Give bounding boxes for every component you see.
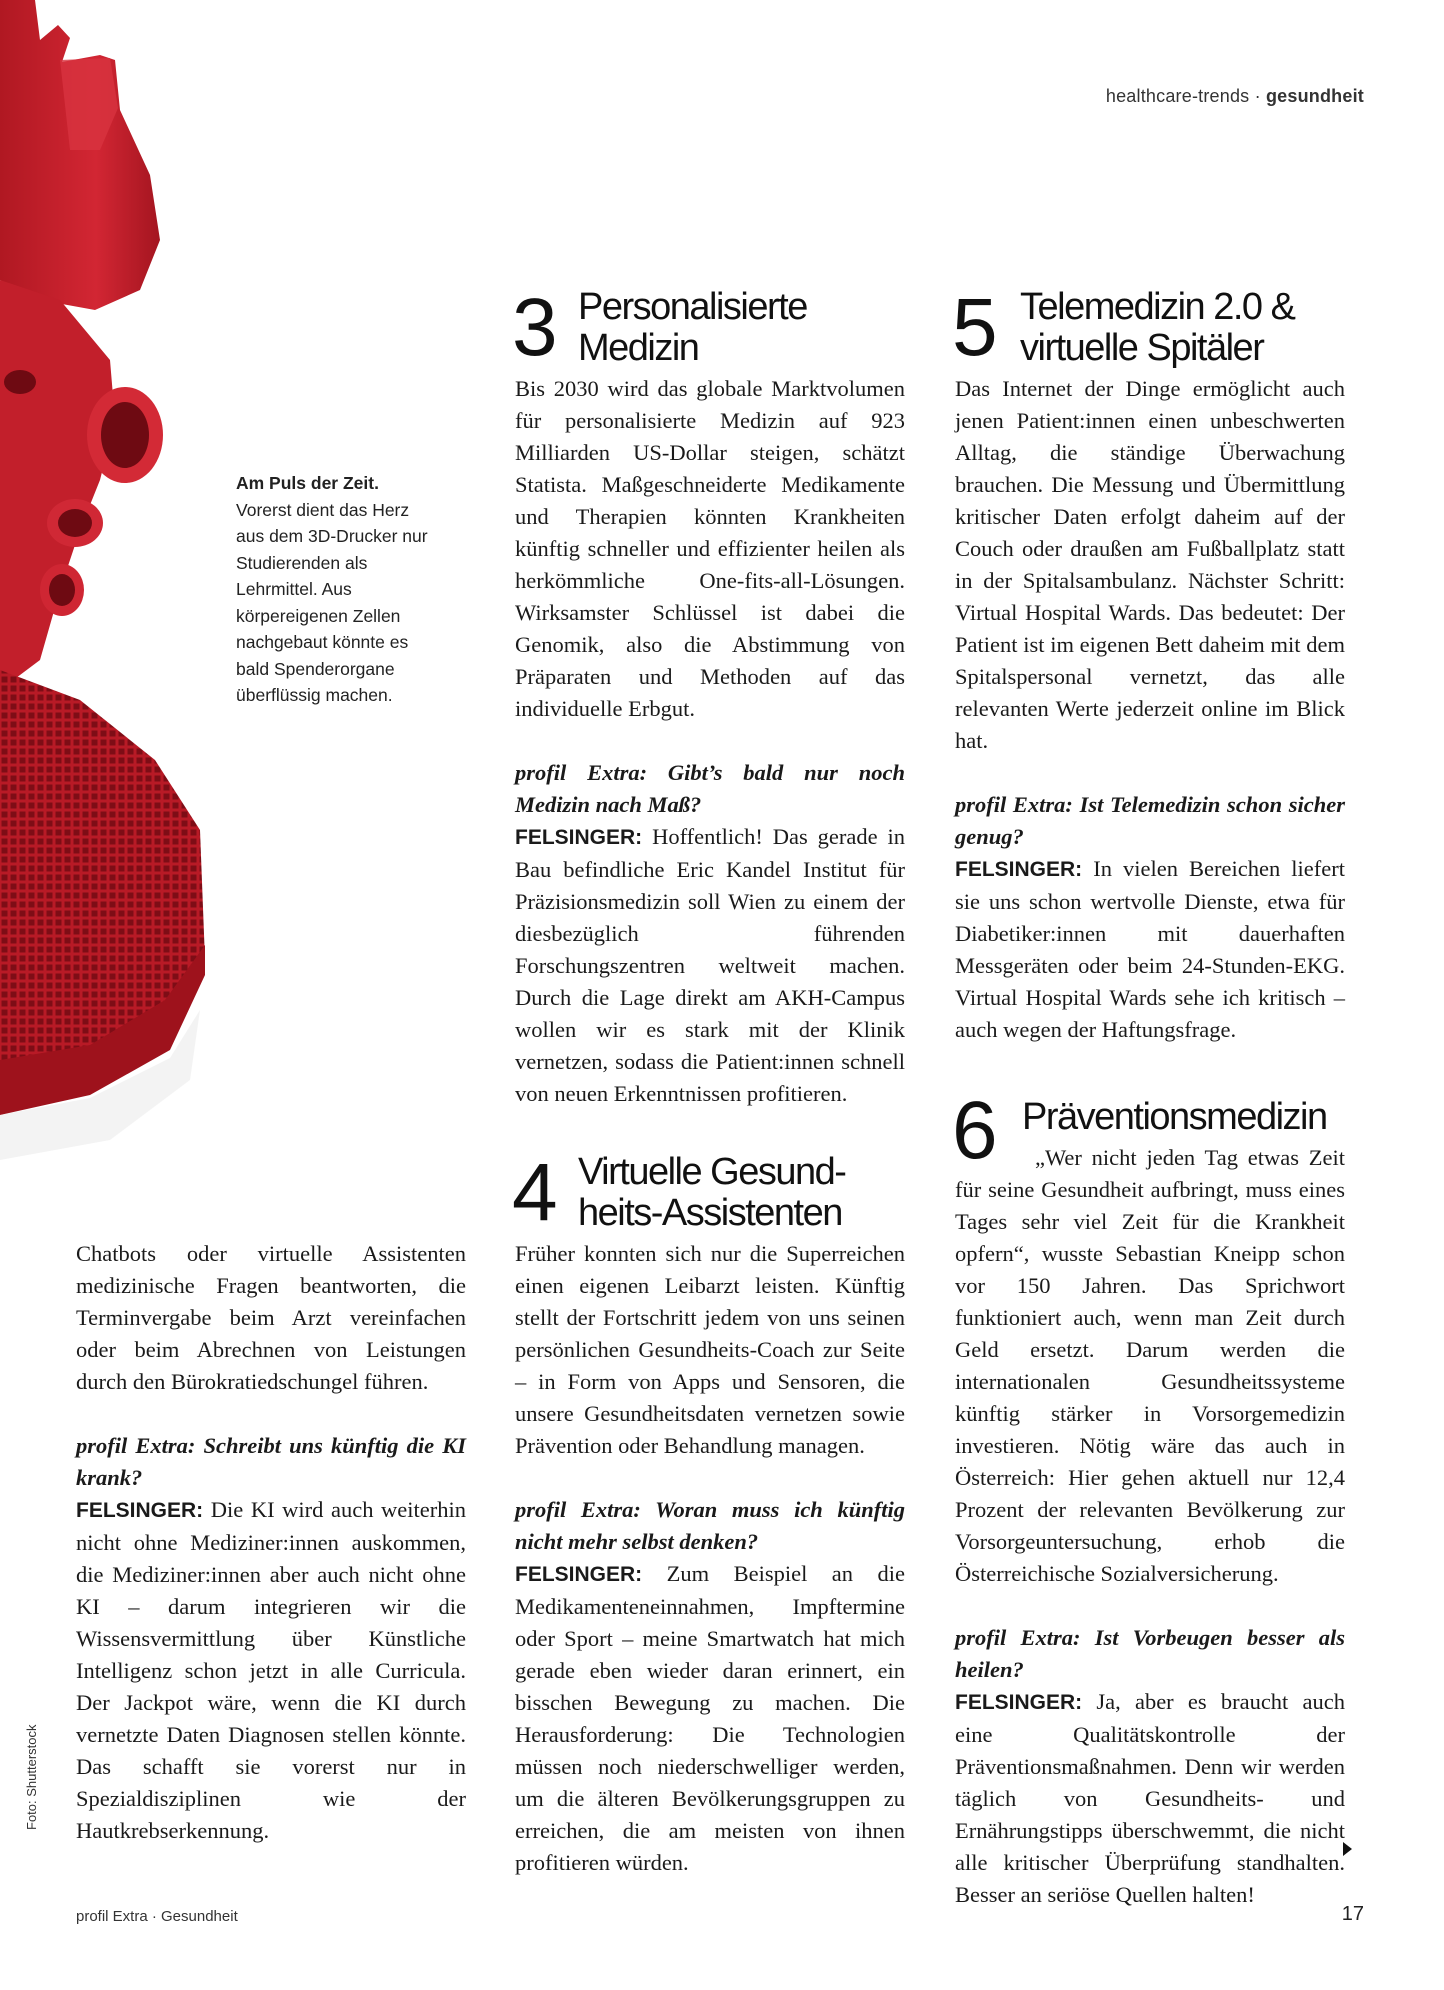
image-caption	[236, 470, 436, 709]
section-6-number: 6	[952, 1085, 998, 1176]
section-3-body	[515, 373, 905, 1110]
section-3-title	[578, 287, 807, 369]
col1-speaker: FELSINGER:	[76, 1499, 204, 1522]
section-5-title-line1: Telemedizin 2.0 &	[1020, 286, 1295, 328]
col1-question: profil Extra: Schreibt uns künftig die KI krank?	[76, 1433, 466, 1490]
section-4-answer-paragraph	[515, 1558, 905, 1879]
running-head-topic: gesundheit	[1265, 86, 1364, 106]
section-3-title-line2: Medizin	[578, 327, 699, 369]
running-head-section: healthcare-trends	[1105, 86, 1250, 106]
section-4-question: profil Extra: Woran muss ich künftig nicht mehr selbst denken?	[515, 1497, 905, 1554]
col1-answer: Die KI wird auch weiterhin nicht ohne Mediziner:innen auskommen, die Mediziner:innen aber auch nicht ohne KI – darum integrieren wir die Wissensvermittlung über Künstliche Intelligenz schon jetzt in alle Curricula. Der Jackpot wäre, wenn die KI durch vernetzte Daten Diagnosen stellen könnte. Das schafft sie vorerst nur in Spezialdisziplinen wie der Hautkrebserkennung.	[76, 1497, 466, 1843]
section-4-number: 4	[512, 1147, 558, 1238]
section-3-question: profil Extra: Gibt’s bald nur noch Medizin nach Maß?	[515, 760, 905, 817]
section-5-speaker: FELSINGER:	[955, 858, 1083, 881]
section-4-heading	[512, 1147, 912, 1238]
section-3-number: 3	[512, 282, 558, 373]
section-4-title	[578, 1152, 845, 1234]
section-3-speaker: FELSINGER:	[515, 826, 643, 849]
section-4-answer: Zum Beispiel an die Medikamenteneinnahmen, Impftermine oder Sport – meine Smartwatch hat mich gerade eben wieder daran erinnert, ein bisschen Bewegung zu machen. Die Herausforderung: Die Technologien müssen noch niederschwelliger werden, um die älteren Bevölkerungsgruppen zu erreichen, die am meisten von ihnen profitieren würden.	[515, 1561, 905, 1875]
section-3-answer-paragraph	[515, 821, 905, 1110]
page-number: 17	[1341, 1903, 1364, 1925]
section-6-answer: Ja, aber es braucht auch eine Qualitätskontrolle der Präventionsmaßnahmen. Denn wir werden täglich von Gesundheits- und Ernährungstipps überschwemmt, die nicht alle kritischer Überprüfung standhalten. Besser an seriöse Quellen halten!	[955, 1689, 1345, 1907]
section-3-heading	[512, 282, 912, 373]
col1-intro-paragraph: Chatbots oder virtuelle Assistenten medizinische Fragen beantworten, die Terminvergabe beim Arzt vereinfachen oder beim Abrechnen von Leistungen durch den Bürokratiedschungel führen.	[76, 1241, 466, 1394]
section-5-answer: In vielen Bereichen liefert sie uns schon wertvolle Dienste, etwa für Diabetiker:innen mit dauerhaften Messgeräten oder beim 24-Stunden-EKG. Virtual Hospital Wards sehe ich kritisch – auch wegen der Haftungsfrage.	[955, 856, 1345, 1042]
section-5-question: profil Extra: Ist Telemedizin schon sicher genug?	[955, 792, 1345, 849]
section-6-intro: „Wer nicht jeden Tag etwas Zeit für seine Gesundheit aufbringt, muss eines Tages sehr viel Zeit für die Krankheit opfern“, wusste Sebastian Kneipp schon vor 150 Jahren. Das Sprichwort funktioniert auch, wenn man Zeit durch Geld ersetzt. Darum werden die internationalen Gesundheitssysteme künftig stärker in Vorsorgemedizin investieren. Nötig wäre das auch in Österreich: Hier gehen aktuell nur 12,4 Prozent der relevanten Bevölkerung zur Vorsorgeuntersuchung, erhob die Österreichische Sozialversicherung.	[955, 1145, 1345, 1586]
running-head-separator: ·	[1249, 86, 1266, 106]
section-5-title	[1020, 287, 1294, 369]
section-5-answer-paragraph	[955, 853, 1345, 1046]
section-5-number: 5	[952, 282, 998, 373]
section-5-title-line2: virtuelle Spitäler	[1020, 327, 1264, 369]
section-3-title-line1: Personalisierte	[578, 286, 807, 328]
photo-credit: Foto: Shutterstock	[24, 1724, 39, 1830]
section-5-heading	[952, 282, 1372, 373]
heart-3d-print-image	[0, 0, 215, 1180]
continue-arrow-icon	[1343, 1842, 1352, 1856]
section-5-intro: Das Internet der Dinge ermöglicht auch jenen Patient:innen einen unbeschwerten Alltag, die ständige Überwachung brauchen. Die Messung und Übermittlung kritischer Daten erfolgt daheim auf der Couch oder draußen am Fußballplatz statt in der Spitalsambulanz. Nächster Schritt: Virtual Hospital Wards. Das bedeutet: Der Patient ist im eigenen Bett daheim mit dem Spitalspersonal vernetzt, das alle relevanten Werte jederzeit online im Blick hat.	[955, 376, 1345, 753]
col1-answer-paragraph	[76, 1494, 466, 1847]
section-6-question: profil Extra: Ist Vorbeugen besser als heilen?	[955, 1625, 1345, 1682]
section-6-speaker: FELSINGER:	[955, 1691, 1083, 1714]
caption-title: Am Puls der Zeit.	[236, 473, 379, 493]
section-4-title-line1: Virtuelle Gesund-	[578, 1151, 846, 1193]
running-head	[1106, 86, 1364, 107]
section-3-intro: Bis 2030 wird das globale Marktvolumen für personalisierte Medizin auf 923 Milliarden US-Dollar steigen, schätzt Statista. Maßgeschneiderte Medikamente und Therapien könnten Krankheiten künftig schneller und effizienter heilen als herkömmliche One-fits-all-Lösungen. Wirksamster Schlüssel ist dabei die Genomik, also die Abstimmung von Präparaten und Methoden auf das individuelle Erbgut.	[515, 376, 905, 721]
section-6-title: Präventionsmedizin	[1022, 1096, 1327, 1138]
section-4-body	[515, 1238, 905, 1879]
section-6-body	[955, 1142, 1345, 1911]
caption-text: Vorerst dient das Herz aus dem 3D-Drucker nur Studierenden als Lehrmittel. Aus körpereigenen Zellen nachgebaut könnte es bald Spenderorgane überflüssig machen.	[236, 499, 428, 705]
section-5-body	[955, 373, 1345, 1046]
section-4-title-line2: heits-Assistenten	[578, 1192, 842, 1234]
section-3-answer: Hoffentlich! Das gerade in Bau befindliche Eric Kandel Institut für Präzisionsmedizin soll Wien zu einem der diesbezüglich führenden Forschungszentren weltweit machen. Durch die Lage direkt am AKH-Campus wollen wir es stark mit der Klinik vernetzen, sodass die Patient:innen schnell von neuen Erkenntnissen profitieren.	[515, 824, 905, 1106]
section-4-speaker: FELSINGER:	[515, 1563, 643, 1586]
section-4-intro: Früher konnten sich nur die Superreichen einen eigenen Leibarzt leisten. Künftig stellt der Fortschritt jedem von uns seinen persönlichen Gesundheits-Coach zur Seite – in Form von Apps und Sensoren, die unsere Gesundheitsdaten vernetzen sowie Prävention oder Behandlung managen.	[515, 1241, 905, 1458]
column-1	[76, 1238, 466, 1847]
section-6-answer-paragraph	[955, 1686, 1345, 1911]
footer-publication: profil Extra · Gesundheit	[76, 1908, 238, 1925]
